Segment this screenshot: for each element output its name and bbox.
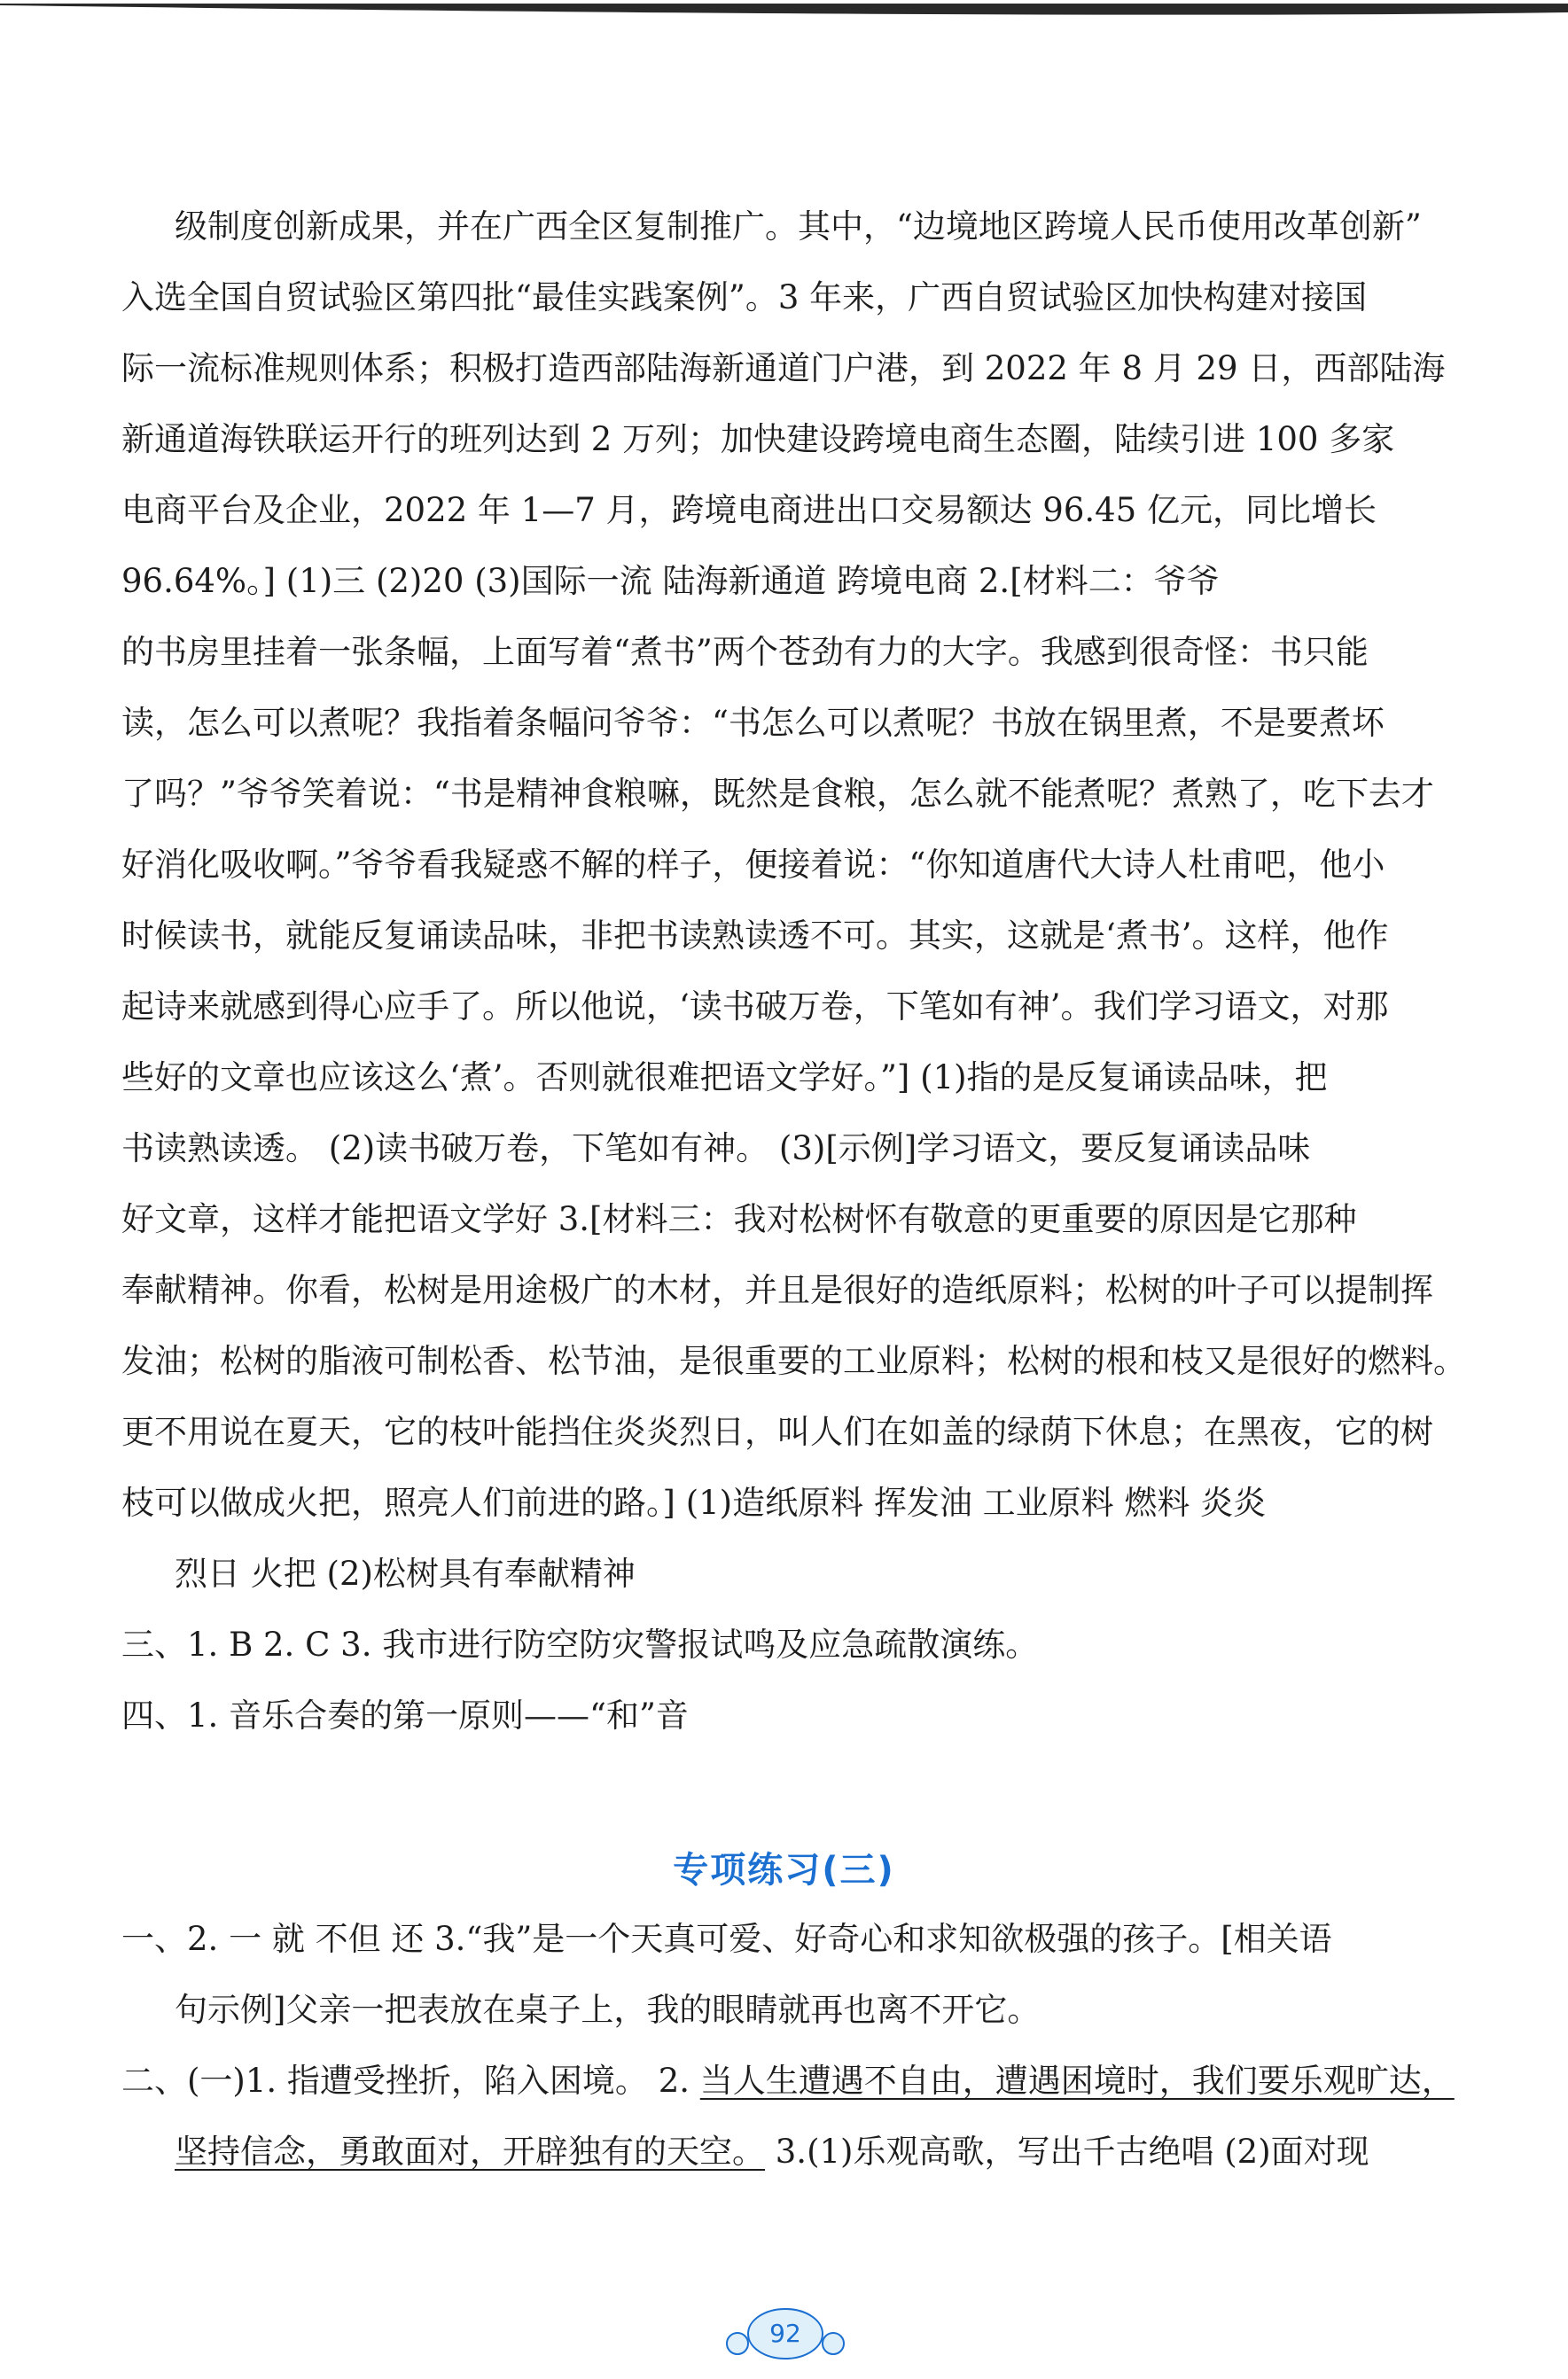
section-title: 专项练习(三)	[673, 1850, 895, 1891]
answer-line: 入选全国自贸试验区第四批“最佳实践案例”。3 年来，广西自贸试验区加快构建对接国	[121, 278, 1368, 316]
answer-line: 发油；松树的脂液可制松香、松节油，是很重要的工业原料；松树的根和枝又是很好的燃料。	[121, 1342, 1466, 1380]
page-number-badge	[723, 2305, 847, 2363]
answer-text: 二、(一)1. 指遭受挫折，陷入困境。 2.	[121, 2062, 700, 2100]
answer-line: 的书房里挂着一张条幅，上面写着“煮书”两个苍劲有力的大字。我感到很奇怪：书只能	[121, 633, 1369, 671]
answer-line: 好消化吸收啊。”爷爷看我疑惑不解的样子，便接着说：“你知道唐代大诗人杜甫吧，他小	[121, 846, 1385, 884]
answer-line: 四、1. 音乐合奏的第一原则——“和”音	[121, 1696, 689, 1735]
answer-line: 时候读书，就能反复诵读品味，非把书读熟读透不可。其实，这就是‘煮书’。这样，他作	[121, 916, 1389, 955]
page-number: 92	[769, 2319, 801, 2348]
answer-line: 新通道海铁联运开行的班列达到 2 万列；加快建设跨境电商生态圈，陆续引进 100 多家	[121, 420, 1395, 458]
top-rule	[0, 0, 1568, 25]
answer-line: 级制度创新成果，并在广西全区复制推广。其中，“边境地区跨境人民币使用改革创新”	[175, 207, 1422, 246]
answer-line: 更不用说在夏天，它的枝叶能挡住炎炎烈日，叫人们在如盖的绿荫下休息；在黑夜，它的树	[121, 1413, 1433, 1451]
answer-line: 好文章，这样才能把语文学好 3.[材料三：我对松树怀有敬意的更重要的原因是它那种	[121, 1200, 1357, 1238]
answer-line: 96.64%。] (1)三 (2)20 (3)国际一流 陆海新通道 跨境电商 2.[材料二：爷爷	[121, 562, 1220, 600]
answer-line: 了吗？”爷爷笑着说：“书是精神食粮嘛，既然是食粮，怎么就不能煮呢？煮熟了，吃下去才	[121, 775, 1434, 813]
answer-line: 烈日 火把 (2)松树具有奉献精神	[175, 1555, 636, 1593]
answer-line: 书读熟读透。 (2)读书破万卷，下笔如有神。 (3)[示例]学习语文，要反复诵读品味	[121, 1129, 1311, 1167]
answer-line: 奉献精神。你看，松树是用途极广的木材，并且是很好的造纸原料；松树的叶子可以提制挥	[121, 1271, 1433, 1309]
answer-line: 际一流标准规则体系；积极打造西部陆海新通道门户港，到 2022 年 8 月 29 日，西部陆海	[121, 349, 1446, 387]
underlined-answer: 坚持信念，勇敢面对，开辟独有的天空。	[175, 2133, 765, 2171]
underlined-answer: 当人生遭遇不自由，遭遇困境时，我们要乐观旷达，	[699, 2062, 1455, 2100]
answer-line: 些好的文章也应该这么‘煮’。否则就很难把语文学好。”] (1)指的是反复诵读品味，把	[121, 1058, 1328, 1096]
answer-line: 句示例]父亲一把表放在桌子上，我的眼睛就再也离不开它。	[175, 1991, 1041, 2029]
answer-line	[121, 2062, 1455, 2101]
answer-line: 三、1. B 2. C 3. 我市进行防空防灾警报试鸣及应急疏散演练。	[121, 1626, 1039, 1664]
answer-line: 读，怎么可以煮呢？我指着条幅问爷爷：“书怎么可以煮呢？书放在锅里煮，不是要煮坏	[121, 704, 1385, 742]
answer-line: 起诗来就感到得心应手了。所以他说，‘读书破万卷，下笔如有神’。我们学习语文，对那	[121, 987, 1389, 1026]
answer-line	[175, 2133, 1369, 2172]
answer-line: 电商平台及企业，2022 年 1—7 月，跨境电商进出口交易额达 96.45 亿元，同比增长	[121, 491, 1377, 529]
answer-text: 3.(1)乐观高歌，写出千古绝唱 (2)面对现	[765, 2133, 1369, 2171]
answer-line: 一、2. 一 就 不但 还 3.“我”是一个天真可爱、好奇心和求知欲极强的孩子。[相关语	[121, 1920, 1332, 1958]
answer-line: 枝可以做成火把，照亮人们前进的路。] (1)造纸原料 挥发油 工业原料 燃料 炎炎	[121, 1484, 1267, 1522]
